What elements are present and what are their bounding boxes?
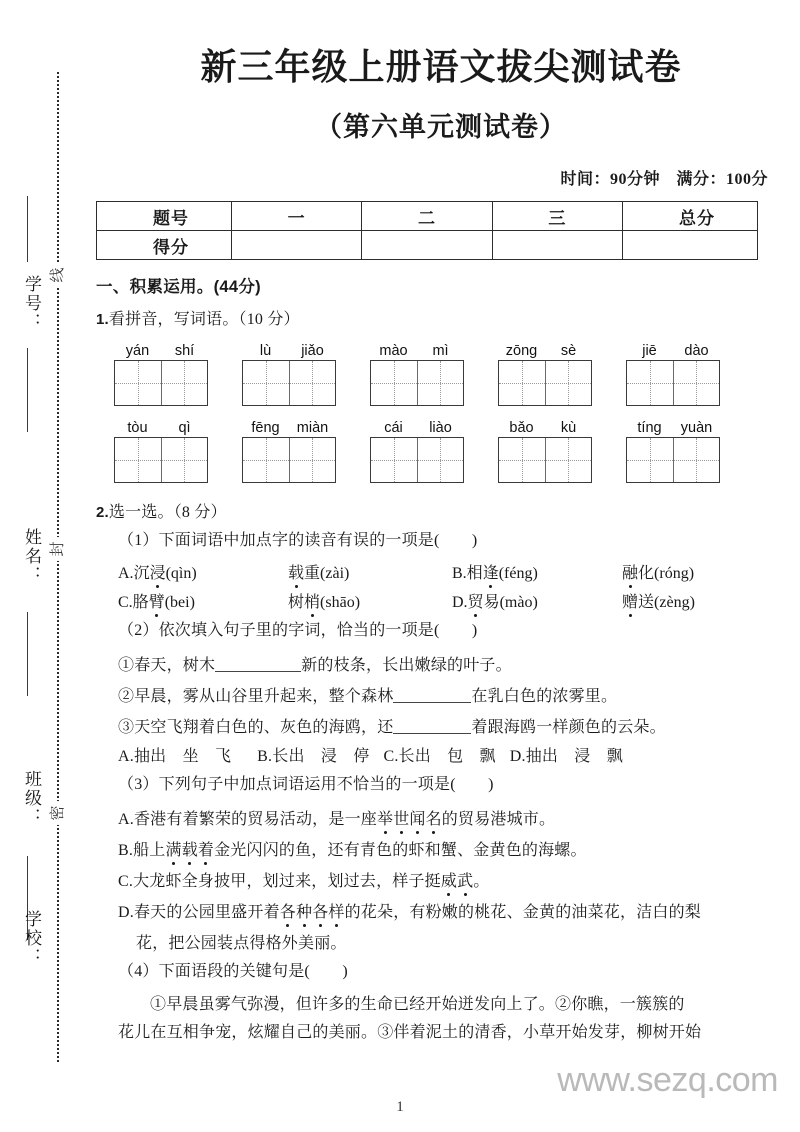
option-c-pinyin2: (shāo) xyxy=(320,593,361,611)
option-a-word2[interactable] xyxy=(288,560,349,583)
option-col xyxy=(118,560,452,583)
pinyin-group xyxy=(626,343,720,406)
writing-box[interactable] xyxy=(370,360,464,406)
question-2-3-option-d-line2: 花，把公园装点得格外美丽。 xyxy=(136,934,347,952)
writing-box[interactable] xyxy=(626,360,720,406)
question-2-2-sentence-3 xyxy=(118,714,786,737)
field-label-class: 班级： xyxy=(22,770,41,827)
question-2-3-option-d[interactable] xyxy=(118,899,786,922)
option-a-pinyin2: (zài) xyxy=(320,564,350,582)
option-text-pre: 船上 xyxy=(133,841,166,859)
score-value-total[interactable] xyxy=(623,231,758,260)
field-label-name: 姓名： xyxy=(22,528,41,585)
emphasis-char: 样 xyxy=(328,899,344,922)
emphasis-char: 贸 xyxy=(468,589,484,612)
question-1-number: 1. xyxy=(96,311,109,329)
option-d-pinyin2: (zèng) xyxy=(654,593,695,611)
seal-dotted-line xyxy=(57,72,59,1062)
fill-blank[interactable] xyxy=(215,671,301,672)
writing-cell[interactable] xyxy=(371,438,417,482)
field-rule-3 xyxy=(27,612,28,696)
choice-b-label[interactable]: B. xyxy=(257,747,273,765)
field-rule-2 xyxy=(27,348,28,432)
writing-box[interactable] xyxy=(370,437,464,483)
pinyin-syllable-1: tíng xyxy=(637,420,662,437)
pinyin-syllable-2: shí xyxy=(174,343,195,360)
pinyin-syllable-1: lù xyxy=(259,343,272,360)
pinyin-group xyxy=(242,420,336,483)
option-b-word-pre: 相 xyxy=(466,564,483,582)
option-label: C. xyxy=(118,872,134,890)
option-text-pre: 大龙虾全身披甲，划过来，划过去，样子挺 xyxy=(133,872,441,890)
emphasis-char: 融 xyxy=(622,560,638,583)
question-2-text: 选一选。（8 分） xyxy=(108,504,227,522)
emphasis-char: 各 xyxy=(312,899,328,922)
option-col xyxy=(452,560,786,583)
pinyin-syllable-2: liào xyxy=(429,420,452,437)
score-col-3: 三 xyxy=(492,202,622,231)
writing-cell[interactable] xyxy=(289,361,335,405)
sentence-before: 天空飞翔着白色的、灰色的海鸥，还 xyxy=(134,718,394,736)
emphasis-phrase xyxy=(280,904,345,921)
pinyin-group xyxy=(498,420,592,483)
pinyin-group xyxy=(370,343,464,406)
writing-cell[interactable] xyxy=(499,438,545,482)
question-2-2-sentence-2 xyxy=(118,683,786,706)
sentence-before: 早晨，雾从山谷里升起来，整个森林 xyxy=(134,687,394,705)
writing-cell[interactable] xyxy=(115,361,161,405)
writing-cell[interactable] xyxy=(371,361,417,405)
writing-box[interactable] xyxy=(242,437,336,483)
pinyin-label xyxy=(370,343,464,360)
emphasis-char: 闻 xyxy=(409,806,425,829)
pinyin-group xyxy=(114,343,208,406)
page-title: 新三年级上册语文拔尖测试卷 xyxy=(200,47,682,87)
question-2-2-sentence-1 xyxy=(118,652,786,675)
option-a-word2-post: 重 xyxy=(304,564,321,582)
score-col-total: 总分 xyxy=(623,202,758,231)
option-col xyxy=(452,589,786,612)
option-text-post: 的贸易港城市。 xyxy=(441,810,556,828)
option-d-word2-post: 送 xyxy=(638,593,655,611)
emphasis-char: 载 xyxy=(288,560,304,583)
sentence-after: 着跟海鸥一样颜色的云朵。 xyxy=(471,718,666,736)
choice-c-text[interactable]: 长出 包 飘 xyxy=(398,747,496,765)
emphasis-char: 满 xyxy=(165,837,181,860)
option-text-pre: 香港有着繁荣的贸易活动，是一座 xyxy=(133,810,377,828)
pinyin-syllable-1: fēng xyxy=(251,420,280,437)
sentence-after: 在乳白色的浓雾里。 xyxy=(471,687,618,705)
question-2-3-option-c[interactable] xyxy=(118,868,786,891)
field-label-student-id: 学号： xyxy=(22,275,41,332)
pinyin-group xyxy=(498,343,592,406)
emphasis-char: 着 xyxy=(198,837,214,860)
writing-cell[interactable] xyxy=(417,438,463,482)
score-table-value-row xyxy=(97,231,758,260)
emphasis-char: 浸 xyxy=(150,560,166,583)
pinyin-syllable-2: dào xyxy=(684,343,709,360)
option-a-label: A. xyxy=(118,564,134,582)
option-label: D. xyxy=(118,903,134,921)
pinyin-syllable-2: mì xyxy=(432,343,449,360)
writing-cell[interactable] xyxy=(243,438,289,482)
writing-cell[interactable] xyxy=(627,438,673,482)
option-c-word-pre: 胳 xyxy=(132,593,149,611)
pinyin-syllable-2: qì xyxy=(178,420,191,437)
seal-char-3: 密 xyxy=(45,801,71,825)
emphasis-phrase xyxy=(377,811,442,828)
score-table-header-row xyxy=(97,202,758,231)
question-2-4-paragraph-line-1: ①早晨虽雾气弥漫，但许多的生命已经开始迸发向上了。②你瞧，一簇簇的 xyxy=(150,996,685,1014)
question-2-3-option-b[interactable] xyxy=(118,837,786,860)
question-2-3-option-a[interactable] xyxy=(118,806,786,829)
pinyin-label xyxy=(626,343,720,360)
emphasis-char: 各 xyxy=(280,899,296,922)
score-col-2: 二 xyxy=(362,202,492,231)
sentence-marker: ② xyxy=(118,687,135,705)
writing-box[interactable] xyxy=(114,437,208,483)
emphasis-char: 威 xyxy=(441,868,457,891)
writing-cell[interactable] xyxy=(673,361,719,405)
pinyin-group xyxy=(370,420,464,483)
option-label: A. xyxy=(118,810,134,828)
pinyin-label xyxy=(626,420,720,437)
option-label: B. xyxy=(118,841,134,859)
writing-cell[interactable] xyxy=(289,438,335,482)
score-col-1: 一 xyxy=(232,202,362,231)
sentence-marker: ③ xyxy=(118,718,135,736)
sentence-marker: ① xyxy=(118,656,135,674)
option-b-pinyin2: (róng) xyxy=(654,564,695,582)
score-value-3[interactable] xyxy=(492,231,622,260)
emphasis-char: 武 xyxy=(457,868,473,891)
choice-c-label[interactable]: C. xyxy=(383,747,399,765)
pinyin-syllable-2: sè xyxy=(560,343,577,360)
pinyin-label xyxy=(242,420,336,437)
question-2-2-stem: （2）依次填入句子里的字词，恰当的一项是( ) xyxy=(118,621,478,639)
question-2-number: 2. xyxy=(96,504,109,522)
option-col xyxy=(118,589,452,612)
sentence-before: 春天，树木 xyxy=(134,656,216,674)
emphasis-char: 种 xyxy=(296,899,312,922)
option-d-word2[interactable] xyxy=(622,589,695,612)
pinyin-group xyxy=(626,420,720,483)
pinyin-syllable-1: tòu xyxy=(127,420,148,437)
fill-blank[interactable] xyxy=(393,702,471,703)
emphasis-char: 逢 xyxy=(483,560,499,583)
writing-cell[interactable] xyxy=(161,438,207,482)
pinyin-syllable-2: jiǎo xyxy=(301,343,324,360)
question-2-1-stem: （1）下面词语中加点字的读音有误的一项是( ) xyxy=(118,532,478,550)
writing-box[interactable] xyxy=(626,437,720,483)
score-row-label-points: 得分 xyxy=(97,231,232,260)
option-b-word2[interactable] xyxy=(622,560,694,583)
question-2-3-stem: （3）下列句子中加点词语运用不恰当的一项是( ) xyxy=(118,775,494,793)
pinyin-syllable-2: miàn xyxy=(296,420,329,437)
question-2-prompt xyxy=(96,499,786,522)
emphasis-char: 臂 xyxy=(149,589,165,612)
pinyin-box-row-2 xyxy=(114,420,786,483)
pinyin-syllable-1: bǎo xyxy=(509,420,534,437)
pinyin-label xyxy=(114,343,208,360)
choice-d-text[interactable]: 抽出 浸 飘 xyxy=(525,747,623,765)
option-b-word2-post: 化 xyxy=(638,564,655,582)
writing-box[interactable] xyxy=(114,360,208,406)
pinyin-box-row-1 xyxy=(114,343,786,406)
pinyin-syllable-1: jiē xyxy=(642,343,657,360)
writing-box[interactable] xyxy=(498,437,592,483)
pinyin-syllable-2: kù xyxy=(560,420,577,437)
option-d-pinyin: (mào) xyxy=(499,593,538,611)
option-c-word2[interactable] xyxy=(288,589,360,612)
writing-cell[interactable] xyxy=(499,361,545,405)
seal-char-1: 线 xyxy=(45,263,71,287)
option-b-pinyin: (féng) xyxy=(498,564,538,582)
option-a-word-pre: 沉 xyxy=(133,564,150,582)
option-text-post: 的花朵，有粉嫩的桃花、金黄的油菜花，洁白的梨 xyxy=(344,903,701,921)
writing-cell[interactable] xyxy=(627,361,673,405)
page-number: 1 xyxy=(396,1099,404,1115)
score-value-2[interactable] xyxy=(362,231,492,260)
option-c-pinyin: (bei) xyxy=(164,593,195,611)
emphasis-char: 赠 xyxy=(622,589,638,612)
emphasis-phrase xyxy=(165,842,214,859)
question-2-4-stem: （4）下面语段的关键句是( ) xyxy=(118,962,348,980)
choice-a-text[interactable]: 抽出 坐 飞 xyxy=(133,747,232,765)
question-2-1-options-row-2 xyxy=(118,589,786,612)
question-1-text: 看拼音，写词语。（10 分） xyxy=(108,311,300,329)
field-label-school: 学校： xyxy=(22,910,41,967)
choice-d-label[interactable]: D. xyxy=(509,747,526,765)
seal-char-2: 封 xyxy=(45,537,71,561)
pinyin-label xyxy=(242,343,336,360)
option-text-pre: 春天的公园里盛开着 xyxy=(133,903,280,921)
seal-margin-strip xyxy=(0,0,88,1132)
option-d[interactable] xyxy=(452,589,622,612)
pinyin-label xyxy=(498,343,592,360)
pinyin-group xyxy=(242,343,336,406)
pinyin-group xyxy=(114,420,208,483)
emphasis-char: 载 xyxy=(182,837,198,860)
pinyin-syllable-2: yuàn xyxy=(680,420,713,437)
option-b-label: B. xyxy=(452,564,467,582)
question-2-2-choices xyxy=(118,743,786,766)
field-rule-1 xyxy=(27,196,28,262)
pinyin-label xyxy=(114,420,208,437)
question-2-1-options-row-1 xyxy=(118,560,786,583)
score-row-label-number: 题号 xyxy=(97,202,232,231)
option-d-word-post: 易 xyxy=(483,593,500,611)
writing-cell[interactable] xyxy=(243,361,289,405)
emphasis-phrase xyxy=(441,873,473,890)
pinyin-label xyxy=(370,420,464,437)
section-one-heading: 一、积累运用。(44分) xyxy=(96,278,261,297)
option-c[interactable] xyxy=(118,589,288,612)
sentence-after: 新的枝条，长出嫩绿的叶子。 xyxy=(301,656,512,674)
paper-body xyxy=(96,0,786,1132)
question-2-4-paragraph-line-2: 花儿在互相争宠，炫耀自己的美丽。③伴着泥土的清香，小草开始发芽，柳树开始 xyxy=(118,1024,702,1042)
writing-cell[interactable] xyxy=(115,438,161,482)
exam-info: 时间：90分钟 满分：100分 xyxy=(560,171,768,189)
emphasis-char: 举 xyxy=(377,806,393,829)
pinyin-label xyxy=(498,420,592,437)
writing-cell[interactable] xyxy=(161,361,207,405)
option-text-post: 金光闪闪的鱼，还有青色的虾和蟹、金黄色的海螺。 xyxy=(214,841,587,859)
choice-b-text[interactable]: 长出 浸 停 xyxy=(272,747,370,765)
writing-cell[interactable] xyxy=(417,361,463,405)
watermark: www.sezq.com xyxy=(557,1061,778,1099)
option-b[interactable] xyxy=(452,560,622,583)
fill-blank[interactable] xyxy=(393,733,471,734)
pinyin-syllable-1: cái xyxy=(384,420,403,437)
question-1-prompt xyxy=(96,306,786,329)
writing-box[interactable] xyxy=(242,360,336,406)
score-value-1[interactable] xyxy=(232,231,362,260)
pinyin-syllable-1: yán xyxy=(125,343,150,360)
emphasis-char: 梢 xyxy=(304,589,320,612)
option-a[interactable] xyxy=(118,560,288,583)
choice-a-label[interactable]: A. xyxy=(118,747,134,765)
writing-cell[interactable] xyxy=(673,438,719,482)
page-subtitle: （第六单元测试卷） xyxy=(315,112,567,143)
option-c-label: C. xyxy=(118,593,133,611)
pinyin-syllable-1: zōng xyxy=(505,343,538,360)
score-table xyxy=(96,201,758,260)
emphasis-char: 名 xyxy=(426,806,442,829)
writing-cell[interactable] xyxy=(545,438,591,482)
option-c-word2-pre: 树 xyxy=(288,593,305,611)
writing-cell[interactable] xyxy=(545,361,591,405)
option-text-post: 。 xyxy=(473,872,490,890)
writing-box[interactable] xyxy=(498,360,592,406)
emphasis-char: 世 xyxy=(393,806,409,829)
pinyin-syllable-1: mào xyxy=(379,343,408,360)
option-a-pinyin: (qìn) xyxy=(165,564,197,582)
option-d-label: D. xyxy=(452,593,468,611)
